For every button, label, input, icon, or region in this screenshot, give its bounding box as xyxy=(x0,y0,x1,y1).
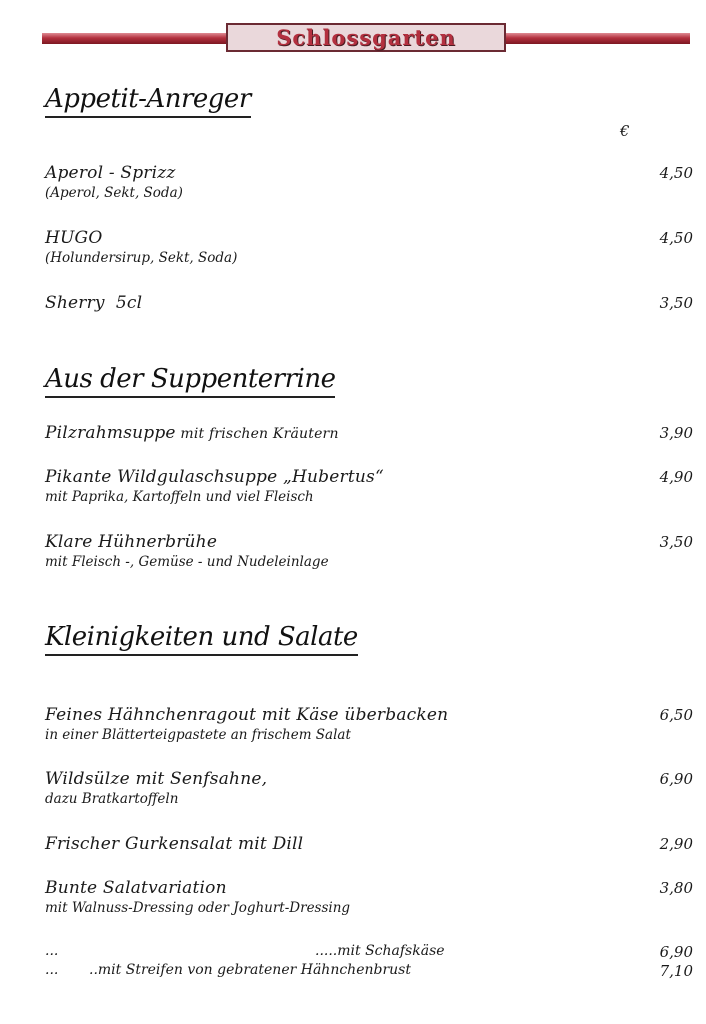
item-name: Aperol - Sprizz xyxy=(45,163,176,183)
item-price: 3,50 xyxy=(659,294,693,312)
item-price: 6,90 xyxy=(659,943,693,961)
item-name: Feines Hähnchenragout mit Käse überbacken xyxy=(45,705,449,725)
item-name: Klare Hühnerbrühe xyxy=(45,532,218,552)
item-price: 3,50 xyxy=(659,533,693,551)
variant-prefix: ... xyxy=(45,943,59,959)
menu-item-salatvariation xyxy=(45,878,693,916)
section-title-appetit-anreger: Appetit-Anreger xyxy=(45,84,251,118)
item-price: 3,80 xyxy=(659,879,693,897)
item-description: mit Walnuss-Dressing oder Joghurt-Dressing xyxy=(45,900,351,916)
menu-item-aperol xyxy=(45,163,693,201)
item-inline-description: mit frischen Kräutern xyxy=(175,426,339,442)
header-badge xyxy=(226,23,506,52)
item-name: Bunte Salatvariation xyxy=(45,878,227,898)
restaurant-title: Schlossgarten xyxy=(276,25,456,50)
item-price: 6,90 xyxy=(659,770,693,788)
item-name: Sherry 5cl xyxy=(45,293,143,313)
item-price: 3,90 xyxy=(659,424,693,442)
item-description: mit Fleisch -, Gemüse - und Nudeleinlage xyxy=(45,554,329,570)
section-title-kleinigkeiten: Kleinigkeiten und Salate xyxy=(45,622,358,656)
variant-text: ..mit Streifen von gebratener Hähnchenbrust xyxy=(89,962,411,978)
item-description: in einer Blätterteigpastete an frischem Salat xyxy=(45,727,351,743)
menu-item-haehnchenragout xyxy=(45,705,693,743)
item-price: 4,90 xyxy=(659,468,693,486)
menu-item-hugo xyxy=(45,228,693,266)
item-price: 4,50 xyxy=(659,229,693,247)
item-name: Wildsülze mit Senfsahne, xyxy=(45,769,268,789)
currency-symbol: € xyxy=(620,122,630,140)
menu-item-wildsuelze xyxy=(45,769,693,807)
item-price: 7,10 xyxy=(659,962,693,980)
item-price: 4,50 xyxy=(659,164,693,182)
menu-item-huehnerbruehe xyxy=(45,532,693,570)
item-name: HUGO xyxy=(45,228,103,248)
item-description: (Aperol, Sekt, Soda) xyxy=(45,185,183,201)
variant-text: .....mit Schafskäse xyxy=(315,943,445,959)
section-title-suppenterrine: Aus der Suppenterrine xyxy=(45,364,335,398)
item-description: dazu Bratkartoffeln xyxy=(45,791,179,807)
menu-item-pilzrahmsuppe xyxy=(45,423,693,443)
menu-item-wildgulaschsuppe xyxy=(45,467,693,505)
item-description: mit Paprika, Kartoffeln und viel Fleisch xyxy=(45,489,314,505)
item-name: Frischer Gurkensalat mit Dill xyxy=(45,834,304,854)
item-name-text: Pilzrahmsuppe xyxy=(45,423,176,443)
item-name xyxy=(45,423,685,443)
menu-item-gurkensalat xyxy=(45,834,693,854)
variant-prefix: ... xyxy=(45,962,59,978)
item-price: 6,50 xyxy=(659,706,693,724)
menu-item-sherry xyxy=(45,293,693,313)
item-description: (Holundersirup, Sekt, Soda) xyxy=(45,250,238,266)
item-name: Pikante Wildgulaschsuppe „Hubertus“ xyxy=(45,467,384,487)
item-price: 2,90 xyxy=(659,835,693,853)
